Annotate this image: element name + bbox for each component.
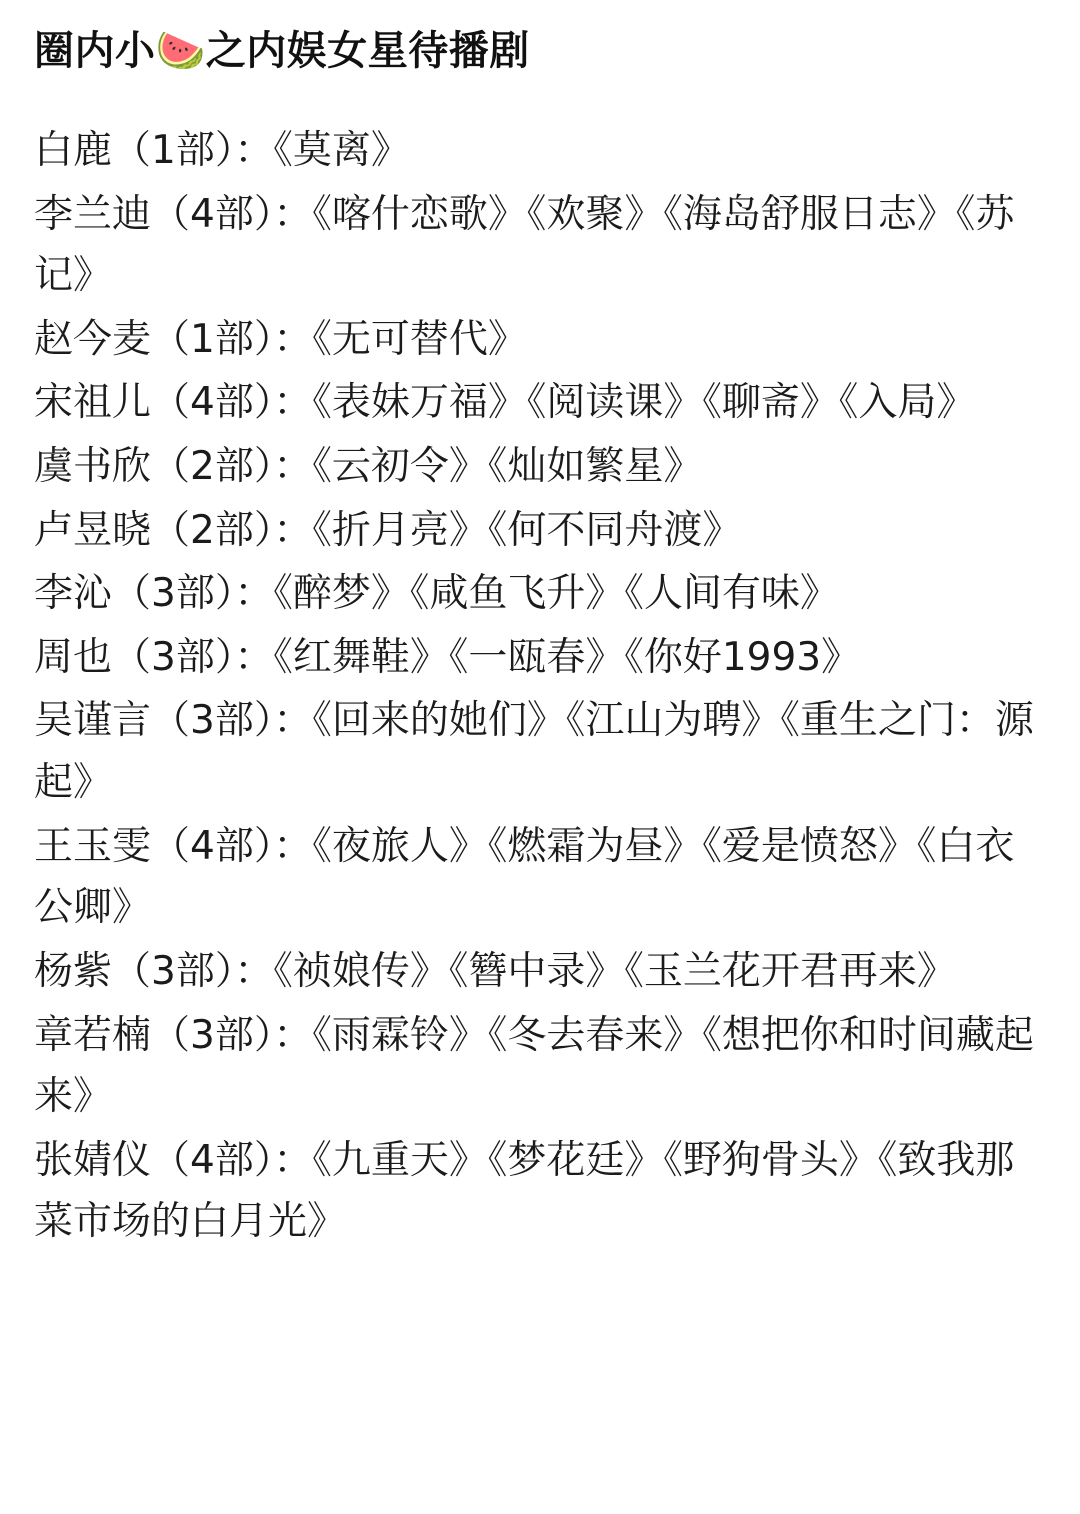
list-item: 张婧仪（4部）：《九重天》《梦花廷》《野狗骨头》《致我那菜市场的白月光》 — [34, 1137, 1015, 1245]
actress-drama-list — [34, 120, 1046, 1253]
list-item: 王玉雯（4部）：《夜旅人》《燃霜为昼》《爱是愤怒》《白衣公卿》 — [34, 823, 1015, 931]
page-title: 圈内小🍉之内娱女星待播剧 — [34, 28, 530, 74]
list-item: 吴谨言（3部）：《回来的她们》《江山为聘》《重生之门：源起》 — [34, 698, 1034, 806]
list-item: 李兰迪（4部）：《喀什恋歌》《欢聚》《海岛舒服日志》《苏记》 — [34, 191, 1015, 299]
list-item: 虞书欣（2部）：《云初令》《灿如繁星》 — [34, 444, 703, 490]
list-item: 卢昱晓（2部）：《折月亮》《何不同舟渡》 — [34, 507, 742, 553]
list-item: 李沁（3部）：《醉梦》《咸鱼飞升》《人间有味》 — [34, 571, 839, 617]
list-item: 章若楠（3部）：《雨霖铃》《冬去春来》《想把你和时间藏起来》 — [34, 1012, 1034, 1120]
list-item: 赵今麦（1部）：《无可替代》 — [34, 316, 527, 362]
list-item: 周也（3部）：《红舞鞋》《一瓯春》《你好1993》 — [34, 634, 861, 680]
list-item: 宋祖儿（4部）：《表妹万福》《阅读课》《聊斋》《入局》 — [34, 380, 976, 426]
list-item: 杨紫（3部）：《祯娘传》《簪中录》《玉兰花开君再来》 — [34, 948, 956, 994]
list-item: 白鹿（1部）：《莫离》 — [34, 128, 410, 173]
